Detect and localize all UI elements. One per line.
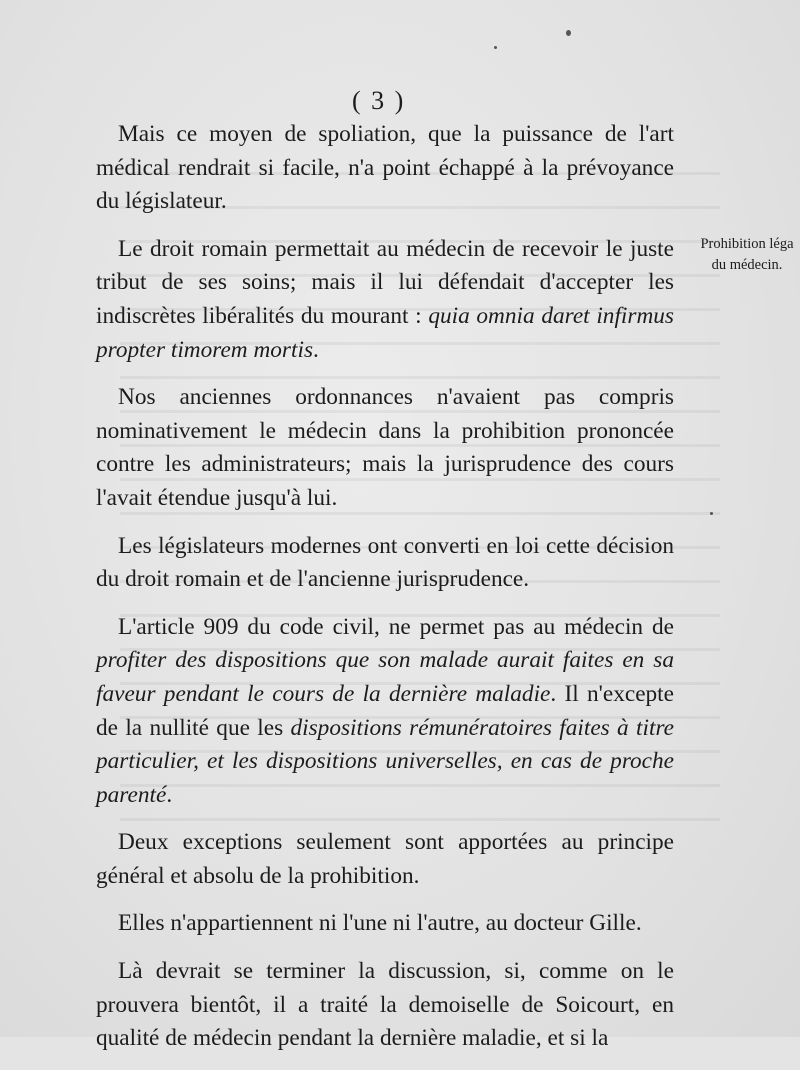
ink-speck: [566, 30, 571, 36]
ink-speck: [710, 512, 713, 515]
paragraph-text: Elles n'appartiennent ni l'une ni l'autre, au docteur Gille.: [118, 910, 642, 937]
paragraph: [96, 611, 674, 813]
paragraph: [96, 826, 674, 893]
paragraph-text: .: [313, 336, 319, 363]
legal-citation: dispositions rémunératoires faites à titre particulier, et les dispositions universelles, en cas de proche parenté: [96, 714, 674, 808]
paragraph-text: Deux exceptions seulement sont apportées au principe général et absolu de la prohibition.: [96, 829, 674, 889]
paragraph: [96, 530, 674, 597]
page-number: ( 3 ): [352, 86, 406, 115]
paragraph: [96, 118, 674, 219]
paragraph-text: Mais ce moyen de spoliation, que la puissance de l'art médical rendrait si facile, n'a point échappé à la prévoyance du législateur.: [96, 121, 674, 215]
paragraph: [96, 381, 674, 515]
ink-speck: [494, 46, 497, 49]
paragraph-text: Le droit romain permettait au médecin de recevoir le juste tribut de ses soins; mais il lui défendait d'accepter les indiscrètes libéralités du mourant :: [96, 235, 674, 329]
paragraph-text: L'article 909 du code civil, ne permet pas au médecin de: [118, 613, 674, 640]
margin-note-line: Prohibition léga: [700, 236, 794, 252]
body-text: [96, 118, 674, 1070]
margin-note: [682, 234, 800, 276]
paragraph: [96, 907, 674, 941]
legal-citation: profiter des dispositions que son malade aurait faites en sa faveur pendant le cours de la dernière maladie: [96, 647, 674, 707]
paragraph-text: . Il n'excepte de la nullité que les: [96, 680, 674, 741]
paragraph-text: Les législateurs modernes ont converti en loi cette décision du droit romain et de l'ancienne jurisprudence.: [96, 532, 674, 593]
paragraph-text: .: [166, 781, 173, 808]
paragraph-text: Là devrait se terminer la discussion, si, comme on le prouvera bientôt, il a traité la demoiselle de Soicourt, en qualité de médecin pendant la dernière maladie, et si la: [96, 958, 674, 1052]
paragraph: [96, 233, 674, 367]
paragraph: [96, 955, 674, 1056]
latin-quote: quia omnia daret infirmus propter timorem mortis: [96, 302, 675, 363]
paragraph-text: Nos anciennes ordonnances n'avaient pas compris nominativement le médecin dans la prohibition prononcée contre les administrateurs; mais la jurisprudence des cours l'avait étendue jusqu'à lui.: [96, 384, 674, 511]
margin-note-line: du médecin.: [711, 257, 783, 273]
